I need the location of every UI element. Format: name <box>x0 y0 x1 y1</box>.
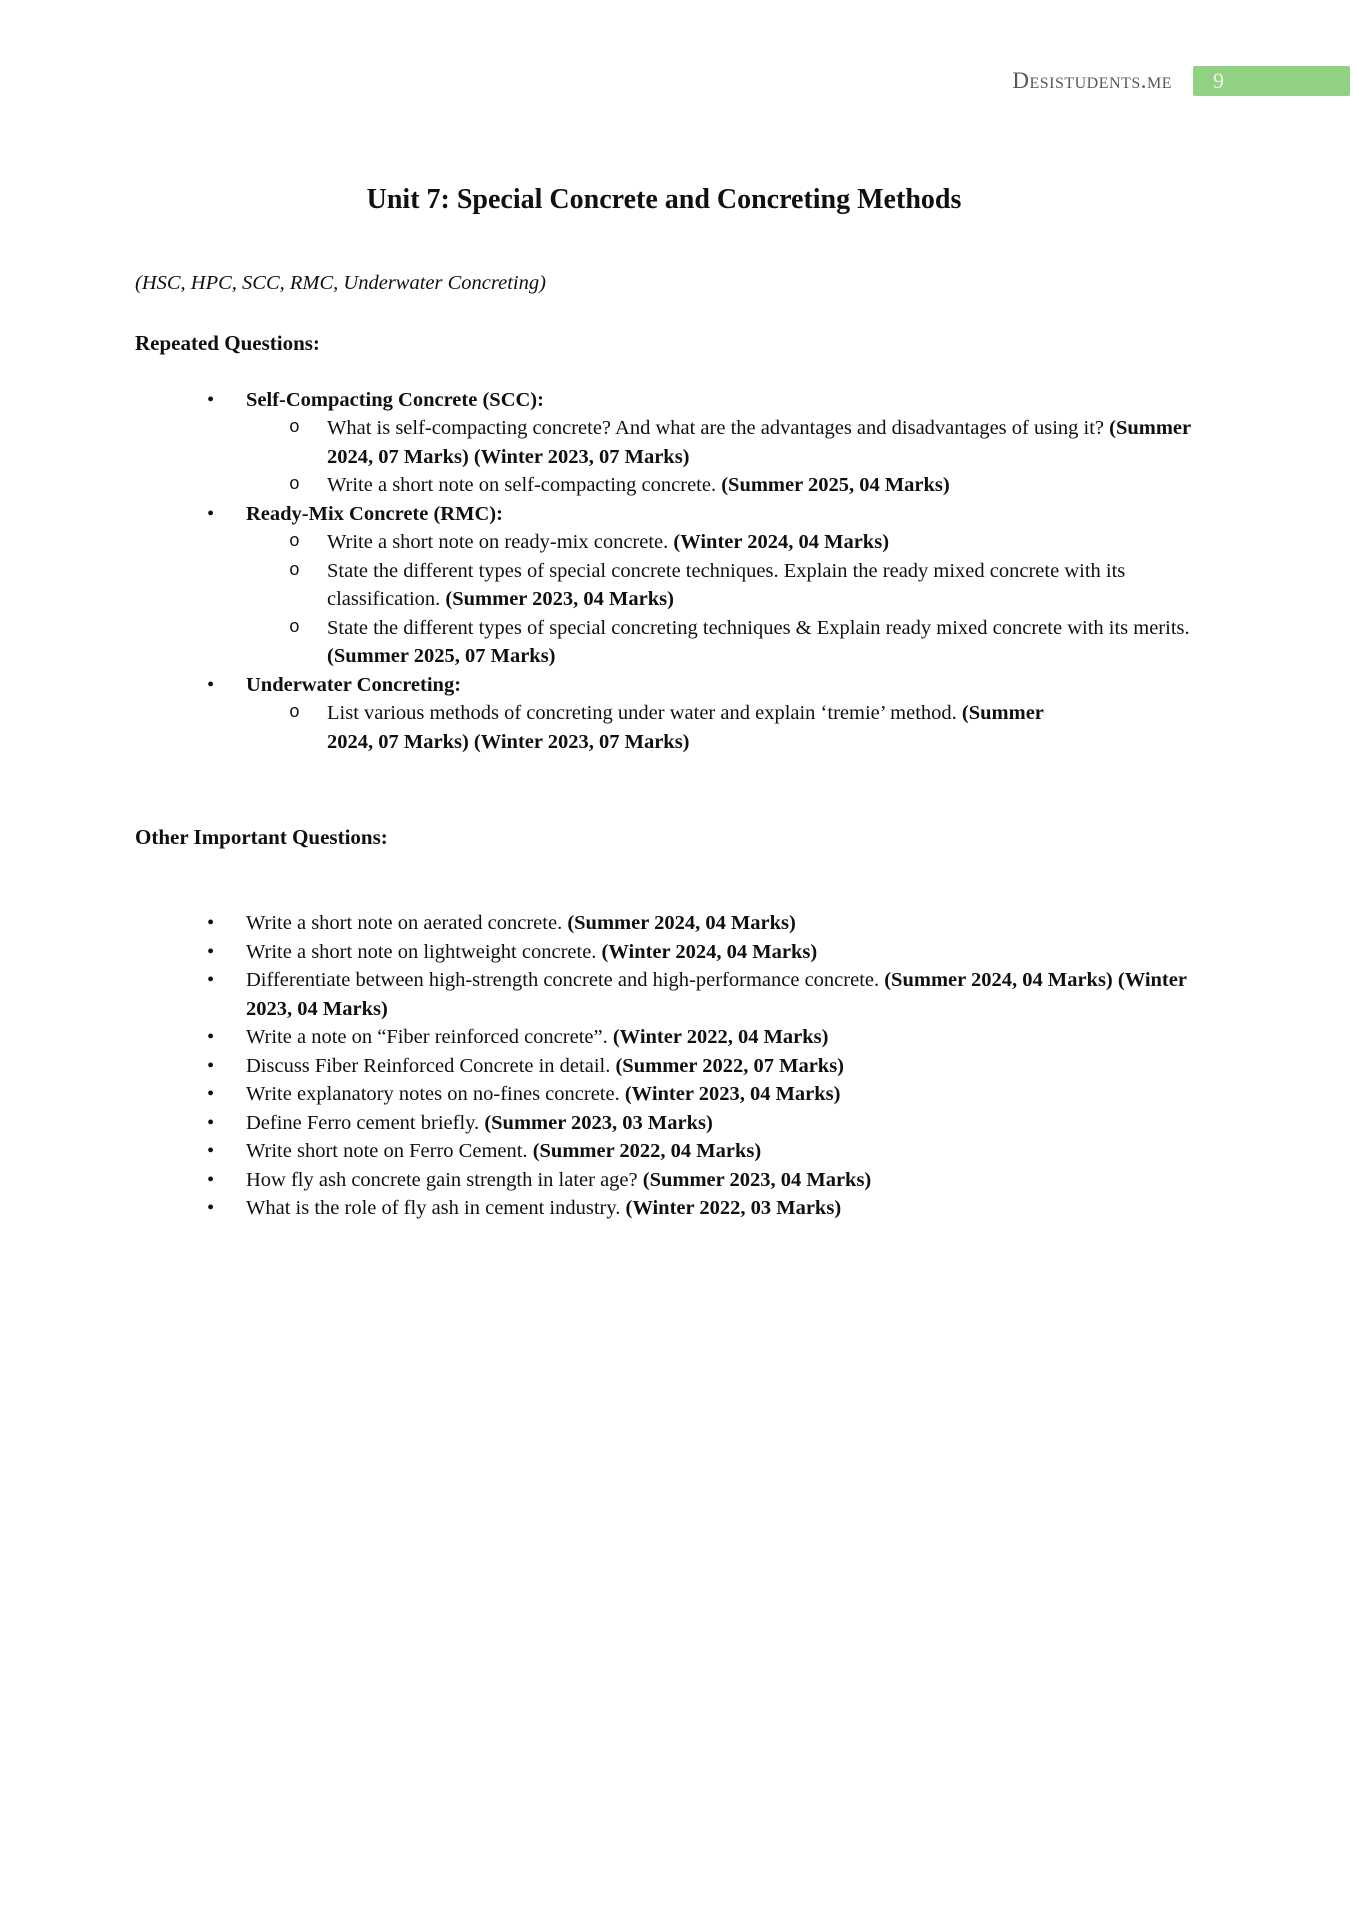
bullet-dot-icon: • <box>207 1111 215 1134</box>
question-text: Define Ferro cement briefly. <box>246 1111 485 1134</box>
question-text: Write a note on “Fiber reinforced concrete”. <box>246 1026 613 1048</box>
question-marks: (Summer 2022, 07 Marks) <box>615 1054 844 1077</box>
bullet-dot-icon: • <box>207 673 215 696</box>
question-item <box>135 414 1193 471</box>
bullet-dot-icon: • <box>207 1168 215 1191</box>
question-item <box>135 471 1193 500</box>
question-item <box>135 1052 1193 1081</box>
question-text: Differentiate between high-strength concrete and high-performance concrete. <box>246 969 885 991</box>
bullet-circle-icon: o <box>289 475 300 495</box>
question-marks: (Summer 2023, 04 Marks) <box>445 588 674 610</box>
bullet-circle-icon: o <box>289 560 300 581</box>
question-text: List various methods of concreting under water and explain ‘tremie’ method. <box>327 702 962 724</box>
question-text: What is self-compacting concrete? And what are the advantages and disadvantages of using it? <box>327 417 1110 439</box>
question-marks: (Summer 2025, 07 Marks) <box>327 645 556 667</box>
question-text: Write a short note on self-compacting concrete. <box>327 474 722 496</box>
question-item <box>135 1080 1193 1109</box>
question-item <box>135 938 1193 967</box>
document-content <box>135 183 1193 1223</box>
page-header <box>0 66 1350 96</box>
topic-label <box>135 500 1193 529</box>
question-text: Write a short note on lightweight concrete. <box>246 940 602 963</box>
question-marks: (Summer 2023, 04 Marks) <box>642 1168 872 1191</box>
bullet-dot-icon: • <box>207 1197 215 1219</box>
question-text: Write short note on Ferro Cement. <box>246 1140 533 1162</box>
question-text: Write a short note on ready-mix concrete. <box>327 531 674 553</box>
topic-label-text: Self-Compacting Concrete (SCC): <box>246 388 544 411</box>
page-title: Unit 7: Special Concrete and Concreting Methods <box>366 184 962 215</box>
section-heading-repeated: Repeated Questions: <box>135 330 320 355</box>
question-item <box>135 528 1193 557</box>
question-item <box>135 699 1067 756</box>
question-marks: (Summer 2024, 07 Marks) (Winter 2023, 07 Marks) <box>327 417 1191 468</box>
repeated-questions-list <box>135 386 1193 757</box>
question-text: Write a short note on aerated concrete. <box>246 912 568 934</box>
question-text: Discuss Fiber Reinforced Concrete in detail. <box>246 1054 616 1077</box>
bullet-dot-icon: • <box>207 1054 215 1077</box>
question-marks: (Summer 2024, 07 Marks) (Winter 2023, 07 Marks) <box>327 702 1044 753</box>
question-item <box>135 966 1193 1023</box>
question-text: State the different types of special concrete techniques. Explain the ready mixed concrete with its classification. <box>327 559 1126 610</box>
topic-label-text: Underwater Concreting: <box>246 673 462 696</box>
section-heading-other: Other Important Questions: <box>135 825 388 849</box>
question-marks: (Winter 2023, 04 Marks) <box>624 1083 841 1105</box>
question-marks: (Summer 2024, 04 Marks) (Winter 2023, 04 Marks) <box>246 969 1187 1020</box>
question-item <box>135 909 1193 938</box>
topic-label-text: Ready-Mix Concrete (RMC): <box>246 502 503 525</box>
bullet-dot-icon: • <box>207 1026 215 1048</box>
bullet-dot-icon: • <box>207 969 215 991</box>
topic-label <box>135 671 1193 700</box>
question-text: State the different types of special concreting techniques & Explain ready mixed concrete with its merits. <box>327 616 1190 639</box>
bullet-circle-icon: o <box>289 617 300 638</box>
other-questions-list <box>135 909 1193 1223</box>
question-marks: (Winter 2024, 04 Marks) <box>673 531 890 553</box>
bullet-dot-icon: • <box>207 940 215 963</box>
question-item <box>135 1023 1193 1052</box>
bullet-dot-icon: • <box>207 912 215 934</box>
bullet-circle-icon: o <box>289 532 300 552</box>
question-marks: (Summer 2023, 03 Marks) <box>484 1111 713 1134</box>
question-text: What is the role of fly ash in cement industry. <box>246 1197 626 1219</box>
question-item <box>135 1109 1193 1138</box>
question-text: How fly ash concrete gain strength in later age? <box>246 1168 643 1191</box>
bullet-circle-icon: o <box>289 703 300 723</box>
question-item <box>135 1166 1193 1195</box>
bullet-dot-icon: • <box>207 1140 215 1162</box>
bullet-dot-icon: • <box>207 1083 215 1105</box>
question-marks: (Summer 2024, 04 Marks) <box>567 912 796 934</box>
bullet-dot-icon: • <box>207 388 215 411</box>
bullet-circle-icon: o <box>289 418 300 438</box>
question-item <box>135 614 1193 671</box>
question-item <box>135 1194 1193 1223</box>
question-text: Write explanatory notes on no-fines concrete. <box>246 1083 625 1105</box>
page-number-badge <box>1193 66 1350 96</box>
question-marks: (Summer 2025, 04 Marks) <box>721 474 950 496</box>
question-item <box>135 557 1193 614</box>
site-name: Desistudents.me <box>1012 68 1172 93</box>
question-marks: (Winter 2024, 04 Marks) <box>601 940 818 963</box>
question-marks: (Winter 2022, 03 Marks) <box>625 1197 842 1219</box>
question-marks: (Winter 2022, 04 Marks) <box>612 1026 829 1048</box>
bullet-dot-icon: • <box>207 502 215 525</box>
topic-label <box>135 386 1193 415</box>
question-marks: (Summer 2022, 04 Marks) <box>532 1140 762 1162</box>
question-item <box>135 1137 1193 1166</box>
page-number: 9 <box>1213 68 1224 93</box>
page-subtitle: (HSC, HPC, SCC, RMC, Underwater Concreting) <box>135 272 546 294</box>
